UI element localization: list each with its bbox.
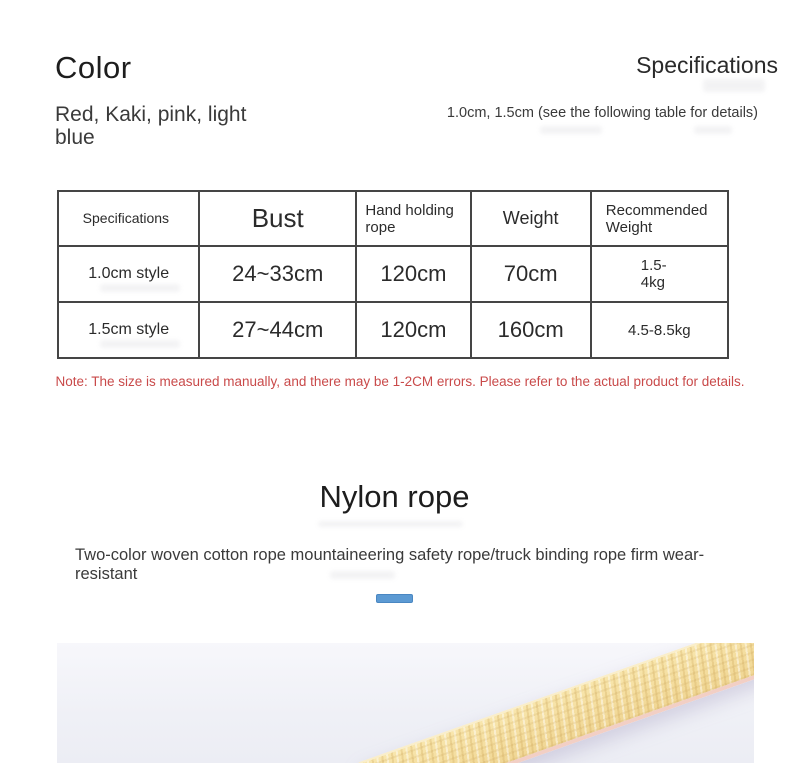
color-section-heading: Color [55,50,132,85]
watermark-smudge [540,126,602,134]
woven-strap-image [356,643,754,763]
header-specifications: Specifications [58,191,199,246]
watermark-smudge [318,521,463,527]
header-weight: Weight [471,191,591,246]
table-row [58,302,728,358]
specifications-summary-text: 1.0cm, 1.5cm (see the following table for details) [446,105,758,121]
row1-recommended-weight: 1.5-4kg [591,246,728,302]
watermark-smudge [100,340,180,348]
specifications-table [57,190,729,359]
product-photo [57,643,754,763]
row2-style: 1.5cm style [58,302,199,358]
row1-style: 1.0cm style [58,246,199,302]
row1-hand-rope: 120cm [356,246,471,302]
watermark-smudge [694,126,732,134]
header-recommended-weight: Recommended Weight [591,191,728,246]
blue-accent-divider [376,594,413,603]
watermark-smudge [703,79,765,92]
row2-hand-rope: 120cm [356,302,471,358]
table-row [58,246,728,302]
table-header-row [58,191,728,246]
row2-bust: 27~44cm [199,302,356,358]
row1-weight: 70cm [471,246,591,302]
row2-weight: 160cm [471,302,591,358]
header-hand-holding-rope: Hand holding rope [356,191,471,246]
row2-recommended-weight: 4.5-8.5kg [591,302,728,358]
measurement-note: Note: The size is measured manually, and there may be 1-2CM errors. Please refer to the actual product for details. [55,374,745,389]
nylon-rope-heading: Nylon rope [319,479,470,514]
watermark-smudge [330,571,395,579]
nylon-rope-description: Two-color woven cotton rope mountaineering safety rope/truck binding rope firm wear-resistant [75,546,705,583]
color-options-text: Red, Kaki, pink, light blue [55,103,247,149]
row1-bust: 24~33cm [199,246,356,302]
header-bust: Bust [199,191,356,246]
specifications-section-heading: Specifications [636,52,778,78]
watermark-smudge [100,284,180,292]
